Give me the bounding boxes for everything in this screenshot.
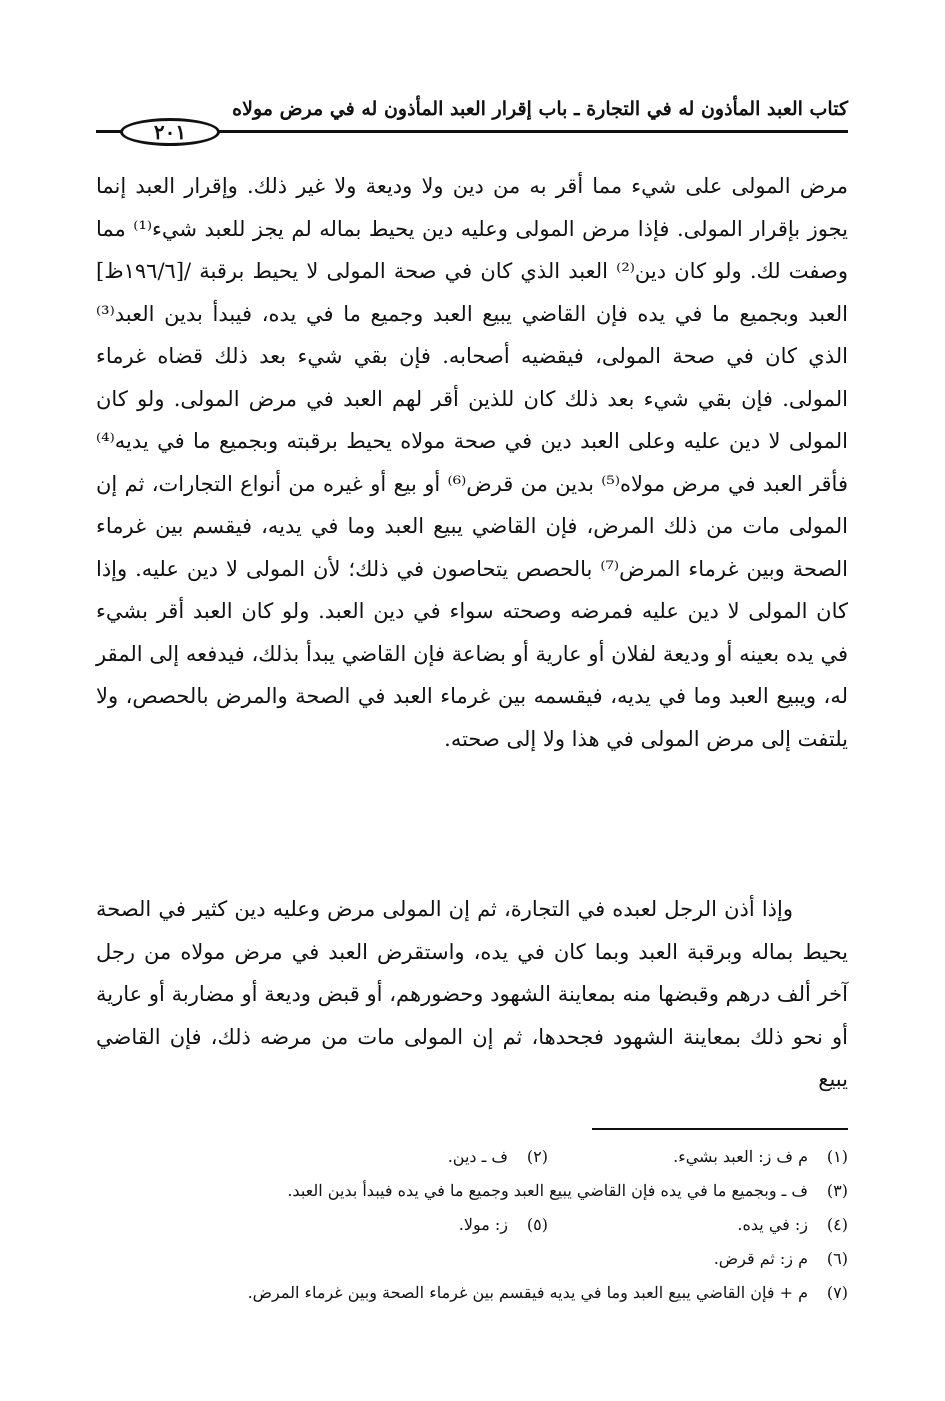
footnote-7: [248, 1276, 848, 1310]
footnote-number: (١): [826, 1147, 848, 1166]
footnote-6: [714, 1242, 848, 1276]
footnote-text: م ز: ثم قرض.: [713, 1249, 808, 1268]
paragraph-1: مرض المولى على شيء مما أقر به من دين ولا وديعة ولا غير ذلك. وإقرار العبد إنما يجوز بإقرار المولى. فإذا مرض المولى وعليه دين يحيط بماله لم يجز للعبد شيء⁽¹⁾ مما وصفت لك. ولو كان دين⁽²⁾ العبد الذي كان في صحة المولى لا يحيط برقبة /[١٩٦/٦ظ] العبد وبجميع ما في يده فإن القاضي يبيع العبد وجميع ما في يده، فيبدأ بدين العبد⁽³⁾ الذي كان في صحة المولى، فيقضيه أصحابه. فإن بقي شيء بعد ذلك قضاه غرماء المولى. فإن بقي شيء بعد ذلك كان للذين أقر لهم العبد في مرض المولى. ولو كان المولى لا دين عليه وعلى العبد دين في صحة مولاه يحيط برقبته وبجميع ما في يديه⁽⁴⁾ فأقر العبد في مرض مولاه⁽⁵⁾ بدين من قرض⁽⁶⁾ أو بيع أو غيره من أنواع التجارات، ثم إن المولى مات من ذلك المرض، فإن القاضي يبيع العبد وما في يديه، فيقسم بين غرماء الصحة وبين غرماء المرض⁽⁷⁾ بالحصص يتحاصون في ذلك؛ لأن المولى لا دين عليه. وإذا كان المولى لا دين عليه فمرضه وصحته سواء في دين العبد. ولو كان العبد أقر بشيء في يده بعينه أو وديعة لفلان أو عارية أو بضاعة فإن القاضي يبدأ بذلك، فيدفعه إلى المقر له، ويبيع العبد وما في يديه، فيقسمه بين غرماء العبد في الصحة والمرض بالحصص، ولا يلتفت إلى مرض المولى في هذا ولا إلى صحته.: [96, 174, 849, 751]
footnote-4: [548, 1208, 848, 1242]
footnote-text: ف ـ وبجميع ما في يده فإن القاضي يبيع العبد وجميع ما في يده فيبدأ بدين العبد.: [287, 1181, 808, 1200]
footnote-5: [459, 1208, 548, 1242]
footnote-rule: [592, 1128, 848, 1130]
footnote-number: (٤): [826, 1215, 848, 1234]
footnote-text: ف ـ دين.: [447, 1147, 508, 1166]
footnote-number: (٦): [826, 1249, 848, 1268]
footnote-text: ز: مولا.: [458, 1215, 508, 1234]
footnote-row: [96, 1140, 848, 1174]
footnote-text: م ف ز: العبد بشيء.: [673, 1147, 808, 1166]
footnote-number: (٧): [826, 1283, 848, 1302]
footnotes: [96, 1140, 848, 1310]
footnote-number: (٢): [526, 1147, 548, 1166]
running-header: كتاب العبد المأذون له في التجارة ـ باب إقرار العبد المأذون له في مرض مولاه: [232, 98, 848, 120]
footnote-row: [96, 1174, 848, 1208]
footnote-row: [96, 1208, 848, 1242]
footnote-1: [548, 1140, 848, 1174]
footnote-number: (٣): [826, 1181, 848, 1200]
footnote-row: [96, 1242, 848, 1276]
body-text-section-1: [96, 165, 848, 760]
footnote-text: م + فإن القاضي يبيع العبد وما في يديه فيقسم بين غرماء الصحة وبين غرماء المرض.: [247, 1283, 808, 1302]
footnote-2: [448, 1140, 548, 1174]
body-text-section-2: [96, 888, 848, 1101]
footnote-number: (٥): [526, 1215, 548, 1234]
footnote-3: [287, 1174, 848, 1208]
footnote-row: [96, 1276, 848, 1310]
footnote-text: ز: في يده.: [737, 1215, 808, 1234]
paragraph-2: وإذا أذن الرجل لعبده في التجارة، ثم إن المولى مرض وعليه دين كثير في الصحة يحيط بماله وبرقبة العبد وبما كان في يده، واستقرض العبد في مرض مولاه من رجل آخر ألف درهم وقبضها منه بمعاينة الشهود وحضورهم، أو قبض وديعة أو مضاربة أو عارية أو نحو ذلك بمعاينة الشهود فجحدها، ثم إن المولى مات من مرضه ذلك، فإن القاضي يبيع: [96, 897, 848, 1091]
page-number: ٢٠١: [120, 118, 220, 146]
